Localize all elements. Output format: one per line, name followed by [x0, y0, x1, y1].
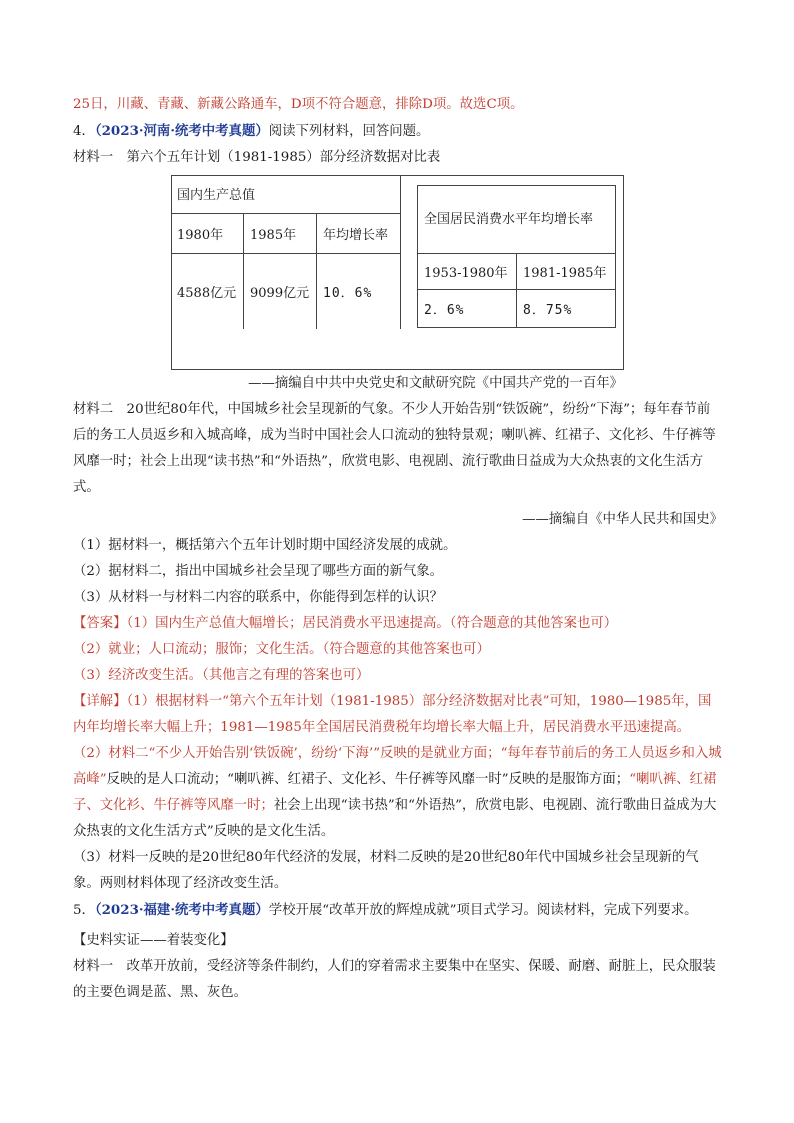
gdp-val-1985: 9099亿元 [244, 253, 317, 329]
consumption-val-1953-1980: 2．6% [418, 290, 517, 328]
detail-1-text: （1）根据材料一“第六个五年计划（1981-1985）部分经济数据对比表”可知，1980—1985年，国内年均增长率大幅上升；1981—1985年全国居民消费税年均增长率大幅上升，居民消费水平迅速提高。 [73, 694, 712, 735]
material-1-source: ——摘编自中共中央党史和文献研究院《中国共产党的一百年》 [248, 376, 623, 391]
question-4-1: （1）据材料一，概括第六个五年计划时期中国经济发展的成就。 [73, 538, 457, 553]
question-5-section: 【史料实证——着装变化】 [73, 933, 234, 948]
detail-3: （3）材料一反映的是20世纪80年代经济的发展，材料二反映的是20世纪80年代中国城乡社会呈现新的气象。两则材料体现了经济改变生活。 [73, 850, 699, 891]
answer-label: 【答案】 [73, 616, 127, 631]
answer-2: （2）就业；人口流动；服饰；文化生活。（符合题意的其他答案也可） [73, 642, 490, 657]
question-4-heading [73, 118, 723, 145]
consumption-val-1981-1985: 8．75% [517, 290, 616, 328]
question-5-material-1: 材料一 改革开放前，受经济等条件制约，人们的穿着需求主要集中在坚实、保暖、耐磨、耐脏上，民众服装的主要色调是蓝、黑、灰色。 [73, 959, 716, 1000]
consumption-table-header: 全国居民消费水平年均增长率 [418, 186, 616, 254]
question-5-source: （2023·福建·统考中考真题） [94, 902, 269, 918]
gdp-col-1980: 1980年 [171, 213, 244, 253]
detail-2 [73, 741, 723, 845]
detail-2-part-a: （2）材料二“不少人开始告别‘铁饭碗’，纷纷‘下海’”反映的是就业方面； [73, 746, 501, 761]
consumption-col-1953-1980: 1953-1980年 [418, 254, 517, 290]
answer-1: （1）国内生产总值大幅增长；居民消费水平迅速提高。（符合题意的其他答案也可） [126, 616, 618, 631]
gdp-table [171, 175, 401, 329]
question-5-number: 5． [73, 903, 95, 918]
detail-1 [73, 689, 723, 741]
consumption-col-1981-1985: 1981-1985年 [517, 254, 616, 290]
question-4-3: （3）从材料一与材料二内容的联系中，你能得到怎样的认识？ [73, 590, 444, 605]
answer-3: （3）经济改变生活。（其他言之有理的答案也可） [73, 668, 370, 683]
question-4-2: （2）据材料二，指出中国城乡社会呈现了哪些方面的新气象。 [73, 564, 444, 579]
consumption-table [417, 185, 616, 328]
gdp-val-1980: 4588亿元 [171, 253, 244, 329]
detail-label: 【详解】 [73, 694, 127, 709]
detail-2-part-c: 反映的是人口流动；“喇叭裤、红裙子、文化衫、牛仔裤等风靡一时”反映的是服饰方面； [106, 772, 630, 787]
gdp-val-growth: 10．6% [317, 253, 401, 329]
detail-2-part-e: 社会上出现“读书热”和“外语热”，欣赏电影、电视剧、流行歌曲日益成为大众热衷的文化生活方式”反映的是文化生活。 [73, 798, 717, 839]
material-1-tables [73, 171, 723, 371]
question-4-prompt: 阅读下列材料，回答问题。 [268, 124, 430, 139]
answer-line-1 [73, 611, 723, 637]
gdp-table-header: 国内生产总值 [171, 175, 401, 213]
material-2-text: 材料二 20世纪80年代，中国城乡社会呈现新的气象。不少人开始告别“铁饭碗”，纷纷“下海”；每年春节前后的务工人员返乡和入城高峰，成为当时中国社会人口流动的独特景观；喇叭裤、红裙子、文化衫、牛仔裤等风靡一时；社会上出现“读书热”和“外语热”，欣赏电影、电视剧、流行歌曲日益成为大众热衷的文化生活方式。 [73, 402, 716, 495]
detail-2-part-d: “喇叭裤、红裙子、文化衫、牛仔裤等风靡一时； [73, 772, 717, 813]
question-5-heading [73, 897, 723, 924]
answer-tail-line: 25日，川藏、青藏、新藏公路通车，D项不符合题意，排除D项。故选C项。 [73, 97, 524, 112]
question-4-number: 4． [73, 124, 95, 139]
material-1-title: 材料一 第六个五年计划（1981-1985）部分经济数据对比表 [73, 150, 441, 165]
material-2-source: ——摘编自《中华人民共和国史》 [522, 512, 723, 527]
gdp-col-1985: 1985年 [244, 213, 317, 253]
detail-2-part-b: “每年春节前后的务工人员返乡和入城高峰” [73, 746, 722, 787]
document-page [73, 92, 723, 1006]
question-5-prompt: 学校开展“改革开放的辉煌成就”项目式学习。阅读材料，完成下列要求。 [268, 903, 698, 918]
question-4-source: （2023·河南·统考中考真题） [94, 123, 269, 139]
gdp-col-growth: 年均增长率 [317, 213, 401, 253]
